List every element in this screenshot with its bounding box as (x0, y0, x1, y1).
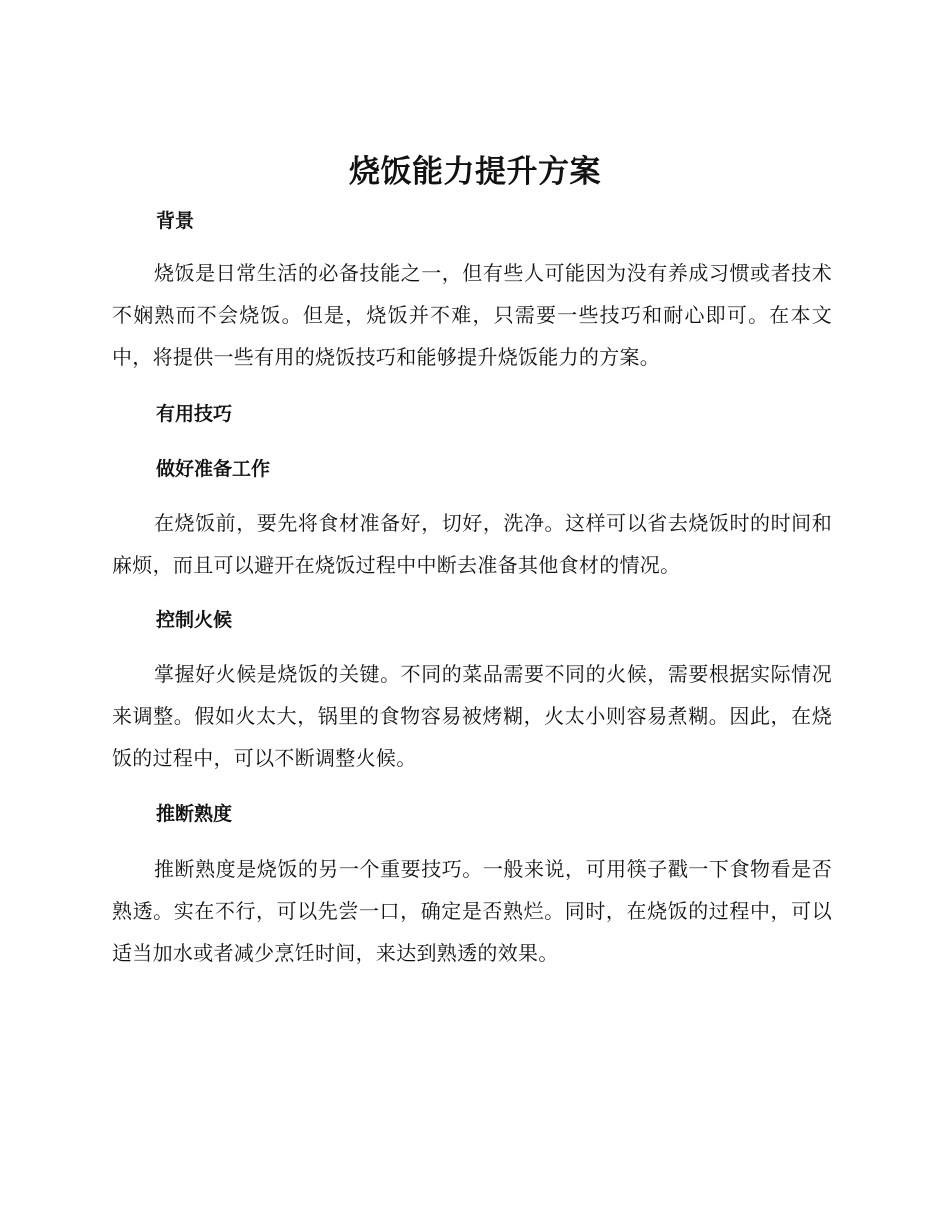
section-heading-useful-tips: 有用技巧 (156, 403, 233, 425)
section-paragraph-heat-control: 掌握好火候是烧饭的关键。不同的菜品需要不同的火候，需要根据实际情况来调整。假如火太大，锅里的食物容易被烤糊，火太小则容易煮糊。因此，在烧饭的过程中，可以不断调整火候。 (112, 662, 832, 770)
section-heading-background: 背景 (156, 210, 195, 232)
document-title: 烧饭能力提升方案 (349, 154, 601, 190)
section-paragraph-doneness: 推断熟度是烧饭的另一个重要技巧。一般来说，可用筷子戳一下食物看是否熟透。实在不行，可以先尝一口，确定是否熟烂。同时，在烧饭的过程中，可以适当加水或者减少烹饪时间，来达到熟透的效果。 (112, 857, 832, 965)
section-paragraph-preparation: 在烧饭前，要先将食材准备好，切好，洗净。这样可以省去烧饭时的时间和麻烦，而且可以避开在烧饭过程中中断去准备其他食材的情况。 (112, 511, 832, 577)
section-heading-preparation: 做好准备工作 (156, 458, 271, 480)
section-heading-doneness: 推断熟度 (156, 803, 233, 825)
section-heading-heat-control: 控制火候 (156, 609, 233, 631)
section-paragraph-background: 烧饭是日常生活的必备技能之一，但有些人可能因为没有养成习惯或者技术不娴熟而不会烧饭。但是，烧饭并不难，只需要一些技巧和耐心即可。在本文中，将提供一些有用的烧饭技巧和能够提升烧饭能力的方案。 (112, 261, 832, 369)
